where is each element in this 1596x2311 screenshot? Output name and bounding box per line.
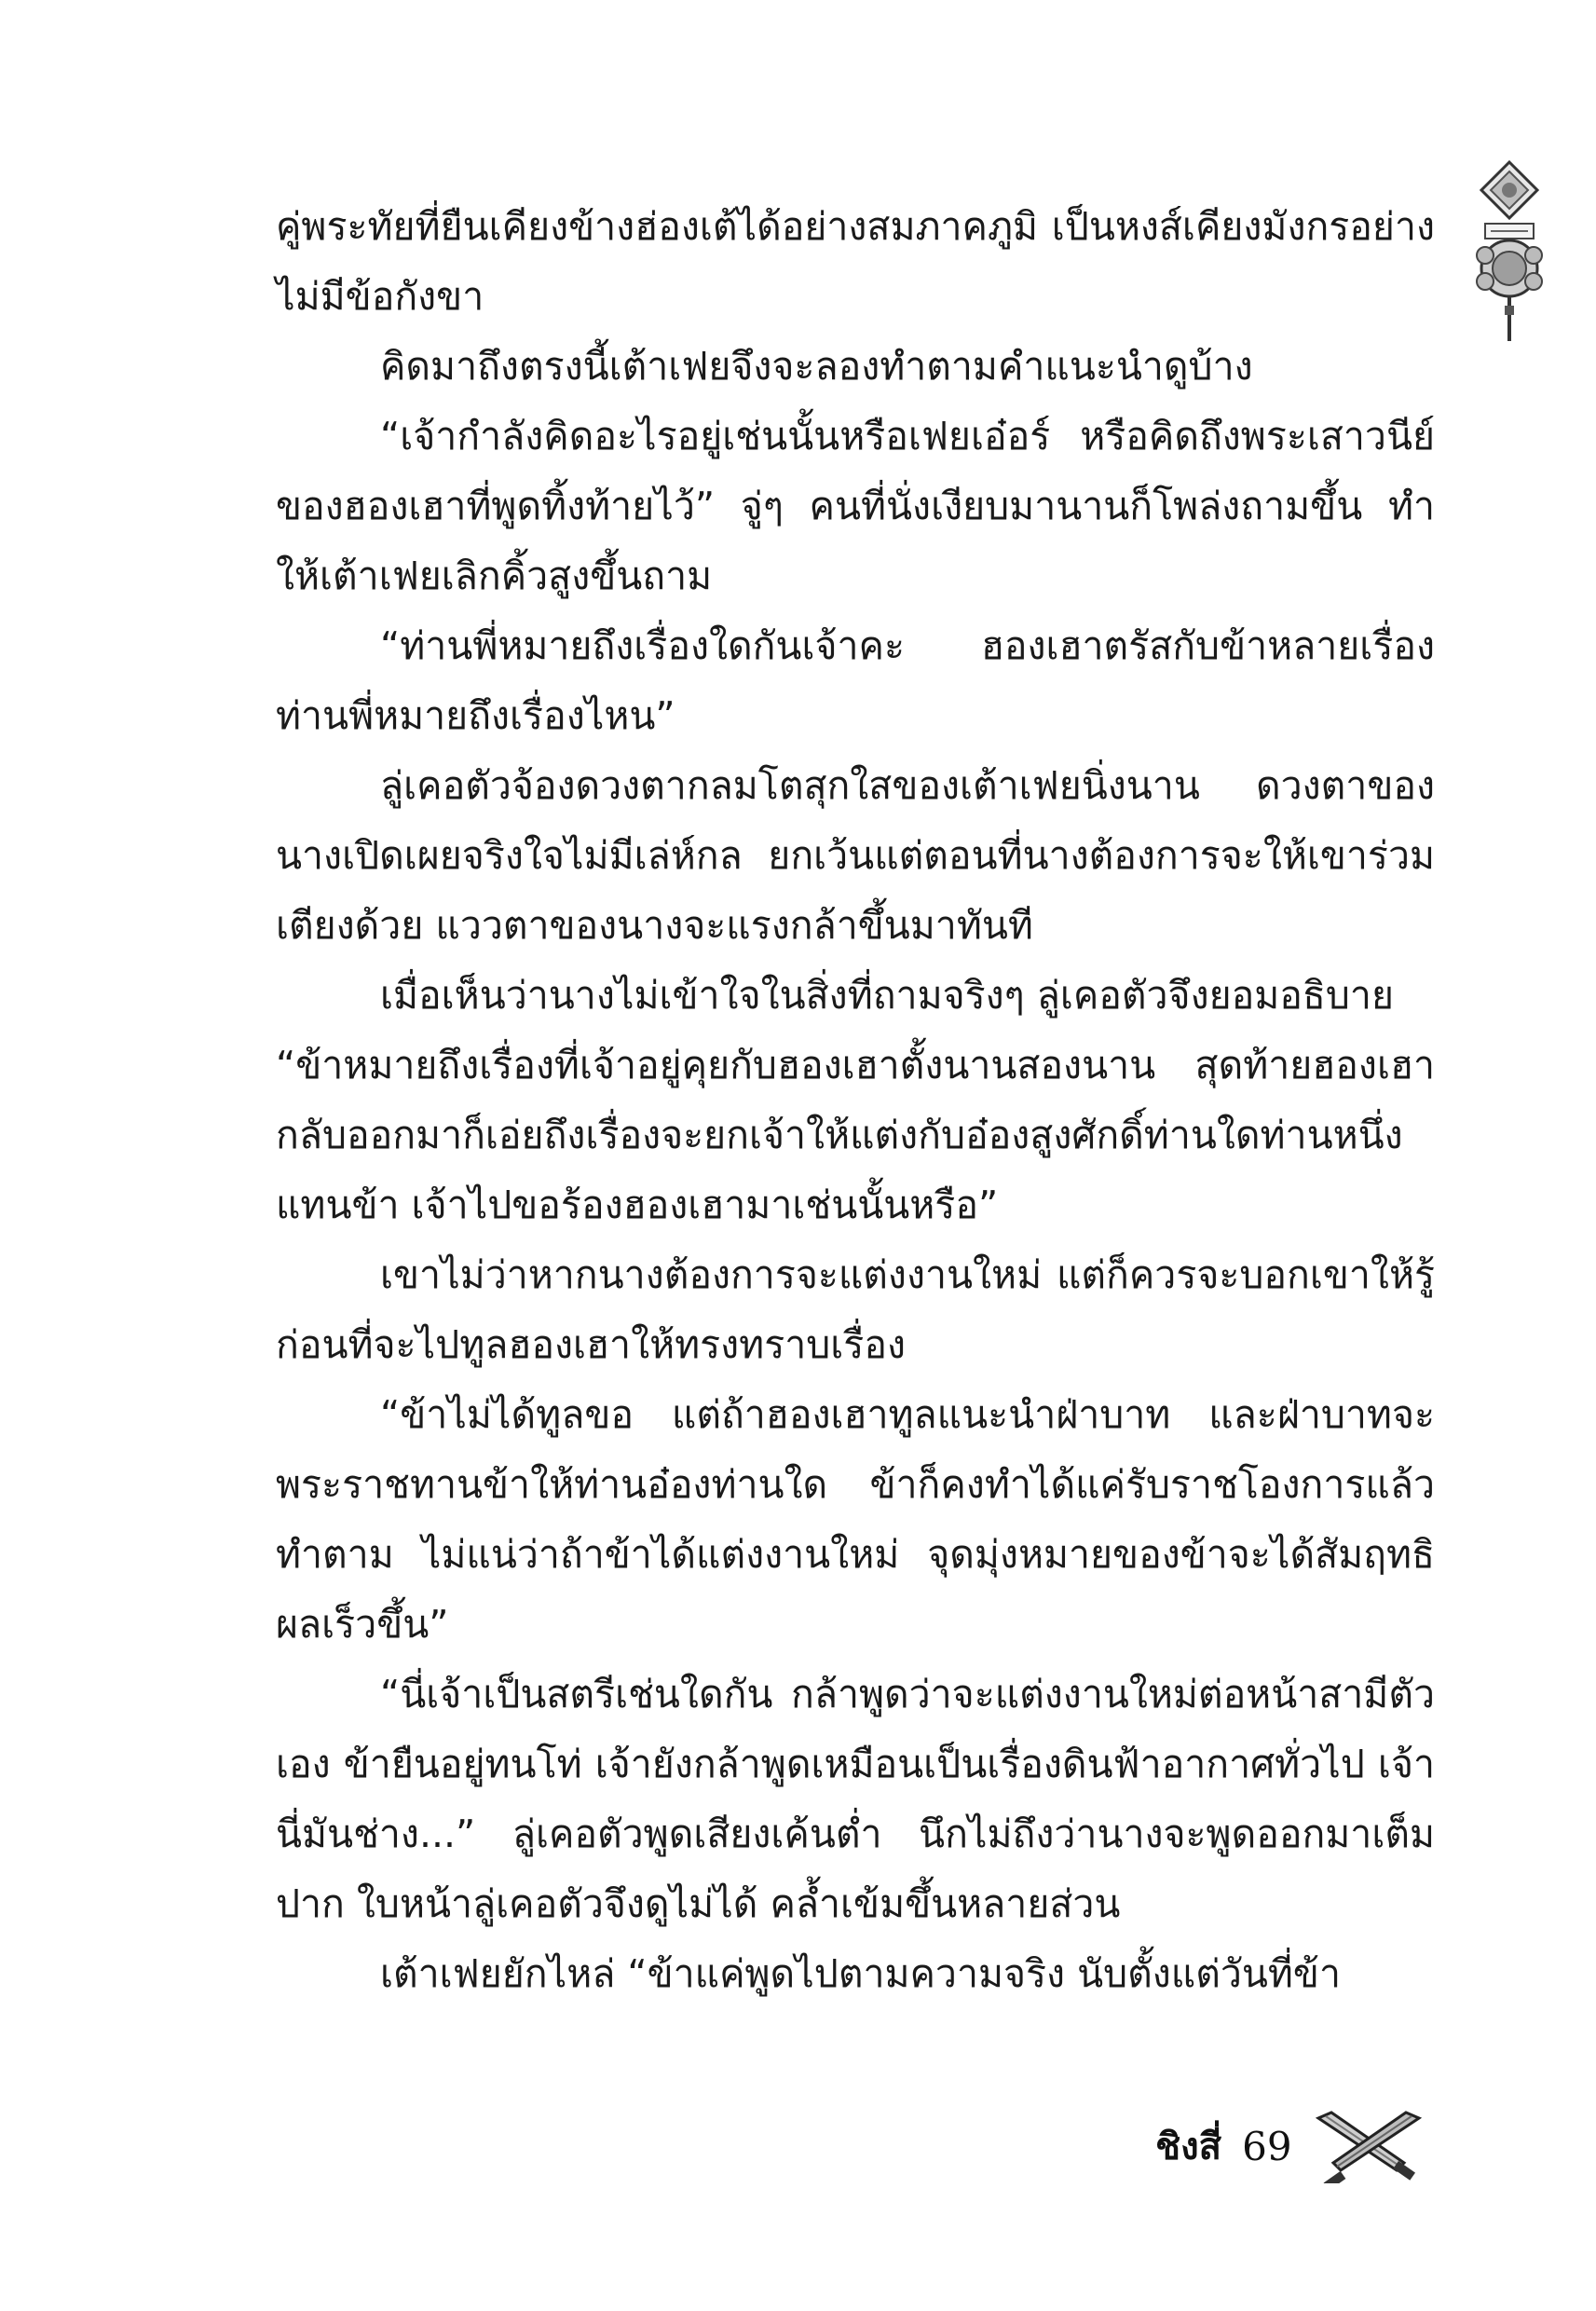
paragraph: เต้าเฟยยักไหล่ “ข้าแค่พูดไปตามความจริง นับตั้งแต่วันที่ข้า: [380, 1951, 1341, 1996]
paragraph: เขาไม่ว่าหากนางต้องการจะแต่งงานใหม่ แต่ก็ควรจะบอกเขาให้รู้ก่อนที่จะไปทูลฮองเฮาให้ทรงทราบเรื่อง: [276, 1252, 1435, 1367]
chinese-knot-ornament-icon: [1465, 158, 1554, 345]
book-title: ชิงสี่: [1155, 2125, 1222, 2168]
paragraph: “ข้าหมายถึงเรื่องที่เจ้าอยู่คุยกับฮองเฮาตั้งนานสองนาน สุดท้ายฮองเฮากลับออกมาก็เอ่ยถึงเรื่องจะยกเจ้าให้แต่งกับอ๋องสูงศักดิ์ท่านใดท่านหนึ่งแทนข้า เจ้าไปขอร้องฮองเฮามาเช่นนั้นหรือ”: [276, 1043, 1435, 1227]
paragraph: “นี่เจ้าเป็นสตรีเช่นใดกัน กล้าพูดว่าจะแต่งงานใหม่ต่อหน้าสามีตัวเอง ข้ายืนอยู่ทนโท่ เจ้ายังกล้าพูดเหมือนเป็นเรื่องดินฟ้าอากาศทั่วไป เจ้านี่มันช่าง...” ลู่เคอตัวพูดเสียงเค้นต่ำ นึกไม่ถึงว่านางจะพูดออกมาเต็มปาก ใบหน้าลู่เคอตัวจึงดูไม่ได้ คล้ำเข้มขึ้นหลายส่วน: [276, 1672, 1435, 1926]
paragraph: คู่พระทัยที่ยืนเคียงข้างฮ่องเต้ได้อย่างสมภาคภูมิ เป็นหงส์เคียงมังกรอย่างไม่มีข้อกังขา: [276, 204, 1435, 319]
page-footer: [1155, 2104, 1425, 2188]
page-number: 69: [1242, 2123, 1292, 2169]
paragraph: “ท่านพี่หมายถึงเรื่องใดกันเจ้าคะ ฮองเฮาตรัสกับข้าหลายเรื่อง ท่านพี่หมายถึงเรื่องไหน”: [276, 623, 1435, 738]
paragraph: “เจ้ากำลังคิดอะไรอยู่เช่นนั้นหรือเฟยเอ๋อร์ หรือคิดถึงพระเสาวนีย์ของฮองเฮาที่พูดทิ้งท้ายไว้” จู่ๆ คนที่นั่งเงียบมานานก็โพล่งถามขึ้น ทำให้เต้าเฟยเลิกคิ้วสูงขึ้นถาม: [276, 414, 1435, 598]
body-text: [276, 192, 1435, 2009]
paragraph: ลู่เคอตัวจ้องดวงตากลมโตสุกใสของเต้าเฟยนิ่งนาน ดวงตาของนางเปิดเผยจริงใจไม่มีเล่ห์กล ยกเว้นแต่ตอนที่นางต้องการจะให้เขาร่วมเตียงด้วย แววตาของนางจะแรงกล้าขึ้นมาทันที: [276, 763, 1435, 948]
crossed-swords-icon: [1313, 2109, 1425, 2183]
paragraph: “ข้าไม่ได้ทูลขอ แต่ถ้าฮองเฮาทูลแนะนำฝ่าบาท และฝ่าบาทจะพระราชทานข้าให้ท่านอ๋องท่านใด ข้าก็คงทำได้แค่รับราชโองการแล้วทำตาม ไม่แน่ว่าถ้าข้าได้แต่งงานใหม่ จุดมุ่งหมายของข้าจะได้สัมฤทธิผลเร็วขึ้น”: [276, 1392, 1435, 1647]
paragraph: คิดมาถึงตรงนี้เต้าเฟยจึงจะลองทำตามคำแนะนำดูบ้าง: [380, 344, 1253, 389]
paragraph: เมื่อเห็นว่านางไม่เข้าใจในสิ่งที่ถามจริงๆ ลู่เคอตัวจึงยอมอธิบาย: [380, 973, 1394, 1018]
